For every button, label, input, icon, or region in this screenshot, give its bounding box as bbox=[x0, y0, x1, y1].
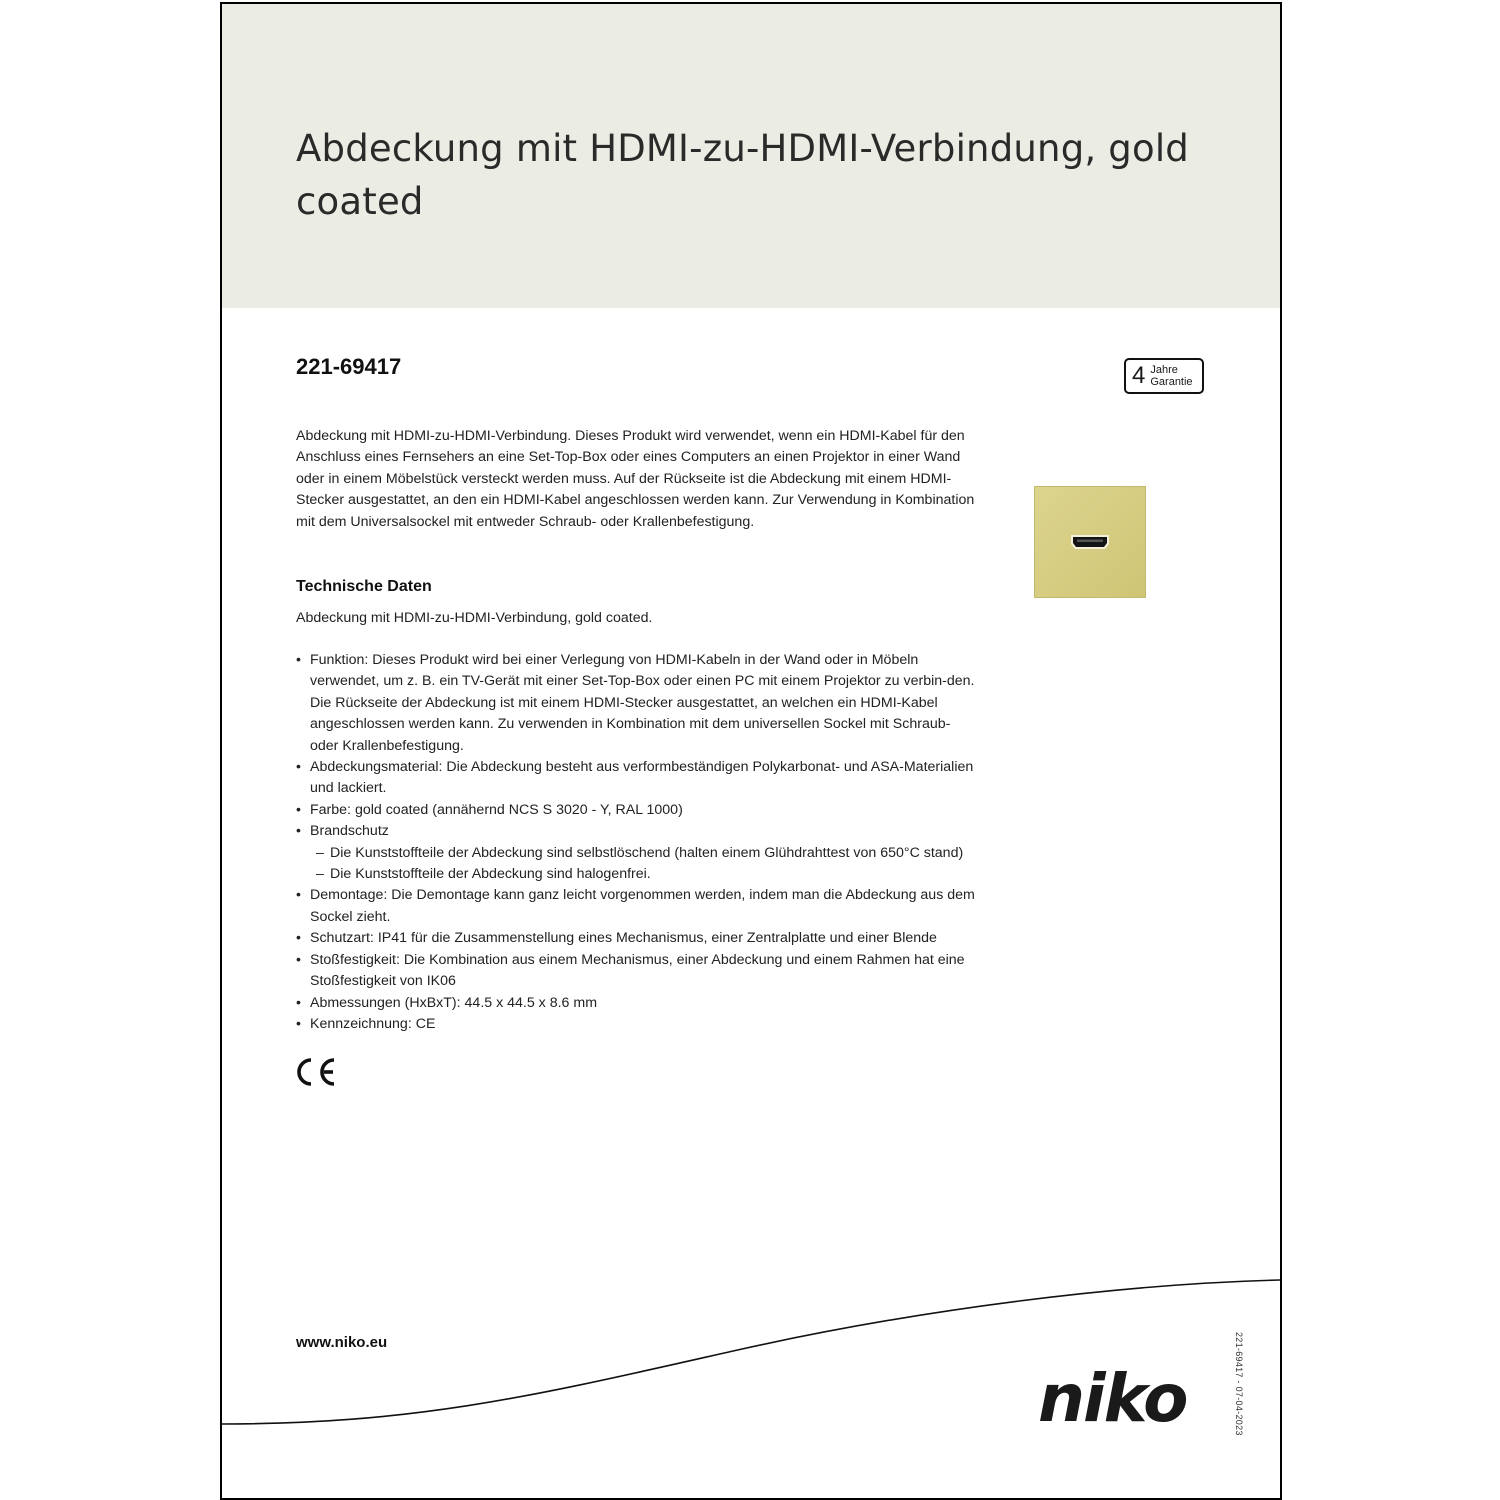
spec-item bbox=[296, 800, 976, 821]
spec-item-text: Abdeckungsmaterial: Die Abdeckung besteht aus verformbeständigen Polykarbonat- und ASA-Materialien und lackiert. bbox=[310, 759, 974, 797]
header-band bbox=[222, 4, 1280, 308]
datasheet-page bbox=[220, 2, 1282, 1500]
spec-item-text: Kennzeichnung: CE bbox=[310, 1015, 436, 1032]
spec-sub-item: – Die Kunststoffteile der Abdeckung sind halogenfrei. bbox=[310, 864, 976, 885]
spec-item bbox=[296, 993, 976, 1014]
warranty-badge bbox=[1124, 358, 1204, 394]
spec-item bbox=[296, 885, 976, 928]
document-reference: 221-69417 - 07-04-2023 bbox=[1234, 1332, 1244, 1436]
spec-item-text: Schutzart: IP41 für die Zusammenstellung eines Mechanismus, einer Zentralplatte und einer Blende bbox=[310, 930, 937, 947]
intro-paragraph: Abdeckung mit HDMI-zu-HDMI-Verbindung. Dieses Produkt wird verwendet, wenn ein HDMI-Kabel für den Anschluss eines Fernsehers an eine Set-Top-Box oder eines Computers an einen Projektor in einer Wand oder in einem Möbelstück versteckt werden muss. Auf der Rückseite ist die Abdeckung mit einem HDMI-Stecker ausgestattet, an den ein HDMI-Kabel angeschlossen werden kann. Zur Verwendung in Kombination mit dem Universalsockel mit entweder Schraub- oder Krallenbefestigung. bbox=[296, 428, 975, 530]
spec-item bbox=[296, 928, 976, 949]
spec-sub-list bbox=[310, 843, 976, 886]
spec-list bbox=[296, 650, 976, 1035]
warranty-years: 4 bbox=[1132, 362, 1146, 389]
spec-item bbox=[296, 650, 976, 757]
spec-item-text: Farbe: gold coated (annähernd NCS S 3020 - Y, RAL 1000) bbox=[310, 801, 683, 818]
spec-item-text: Demontage: Die Demontage kann ganz leicht vorgenommen werden, indem man die Abdeckung aus dem Sockel zieht. bbox=[310, 887, 975, 925]
spec-item-text: Brandschutz bbox=[310, 823, 389, 840]
ce-mark-icon bbox=[294, 1056, 338, 1088]
spec-item-text: Funktion: Dieses Produkt wird bei einer Verlegung von HDMI-Kabeln in der Wand oder in Möbeln verwendet, um z. B. ein TV-Gerät mit einer Set-Top-Box oder einen PC mit einem Projektor zu verbin-den. Die Rückseite der Abdeckung ist mit einem HDMI-Stecker ausgestattet, an welchen ein HDMI-Kabel angeschlossen werden kann. Zu verwenden in Kombination mit dem universellen Sockel mit Schraub- oder Krallenbefestigung. bbox=[310, 652, 975, 754]
website-link[interactable]: www.niko.eu bbox=[296, 1334, 388, 1351]
section-title-technical: Technische Daten bbox=[296, 578, 432, 595]
spec-intro: Abdeckung mit HDMI-zu-HDMI-Verbindung, gold coated. bbox=[296, 610, 653, 626]
article-number: 221-69417 bbox=[296, 354, 402, 379]
spec-item bbox=[296, 950, 976, 993]
spec-item-text: Stoßfestigkeit: Die Kombination aus einem Mechanismus, einer Abdeckung und einem Rahmen hat eine Stoßfestigkeit von IK06 bbox=[310, 951, 965, 990]
spec-sub-item: – Die Kunststoffteile der Abdeckung sind selbstlöschend (halten einem Glühdrahttest von 650°C stand) bbox=[310, 843, 976, 864]
spec-item bbox=[296, 1014, 976, 1035]
warranty-text bbox=[1150, 364, 1192, 388]
page-title: Abdeckung mit HDMI-zu-HDMI-Verbindung, gold coated bbox=[296, 127, 1189, 223]
niko-logo: niko bbox=[1038, 1360, 1187, 1437]
spec-item bbox=[296, 821, 976, 885]
spec-item bbox=[296, 757, 976, 800]
warranty-line-1: Jahre bbox=[1150, 364, 1178, 376]
hdmi-cover-image bbox=[1034, 486, 1146, 598]
warranty-line-2: Garantie bbox=[1150, 376, 1193, 388]
spec-item-text: Abmessungen (HxBxT): 44.5 x 44.5 x 8.6 mm bbox=[310, 994, 598, 1011]
